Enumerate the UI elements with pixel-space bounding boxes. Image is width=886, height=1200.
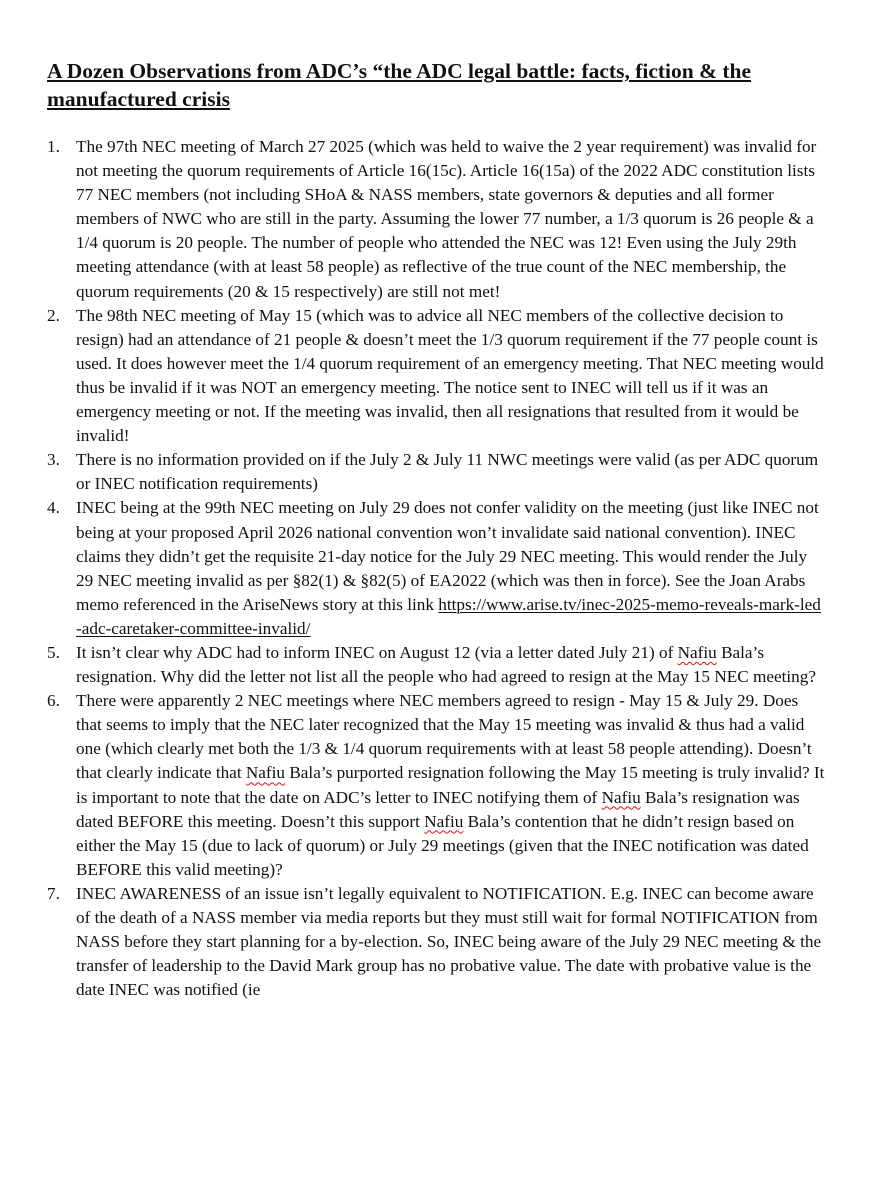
item-text: Bala’s resignation. Why did the letter not list all the people who had agreed to resign at the May 15 NEC meeting? [76,642,816,687]
item-text-wrapper [76,496,826,641]
item-text-wrapper [76,641,826,689]
list-item-1 [0,135,826,304]
item-text: The 98th NEC meeting of May 15 (which was to advice all NEC members of the collective decision to resign) had an attendance of 21 people & doesn’t meet the 1/3 quorum requirement if the 77 people count is used. It does however meet the 1/4 quorum requirement of an emergency meeting. That NEC meeting would thus be invalid if it was NOT an emergency meeting. The notice sent to INEC will tell us if it was an emergency meeting or not. If the meeting was invalid, then all resignations that resulted from it would be invalid! [76,305,824,446]
item-text: There is no information provided on if the July 2 & July 11 NWC meetings were valid (as per ADC quorum or INEC notification requirements) [76,450,819,494]
item-text: There were apparently 2 NEC meetings where NEC members agreed to resign - May 15 & July 29. Does that seems to imply that the NEC later recognized that the May 15 meeting was invalid & thus had a valid one (which clearly met both the 1/3 & 1/4 quorum requirements with at least 58 people attending). Doesn’t that clearly indicate that [76,691,812,783]
item-text-wrapper [76,689,826,882]
item-text: The 97th NEC meeting of March 27 2025 (which was held to waive the 2 year requirement) was invalid for not meeting the quorum requirements of Article 16(15c). Article 16(15a) of the 2022 ADC constitution lists 77 NEC members (not including SHoA & NASS members, state governors & deputies and all former members of NWC who are still in the party. Assuming the lower 77 number, a 1/3 quorum is 26 people & a 1/4 quorum is 20 people. The number of people who attended the NEC was 12! Even using the July 29th meeting attendance (with at least 58 people) as reflective of the true count of the NEC membership, the quorum requirements (20 & 15 respectively) are still not met! [76,137,817,301]
list-item-5 [0,641,826,689]
item-number: 3. [47,450,60,470]
item-text: INEC being at the 99th NEC meeting on July 29 does not confer validity on the meeting (just like INEC not being at your proposed April 2026 national convention won’t invalidate said national convention). INEC claims they didn’t get the requisite 21-day notice for the July 29 NEC meeting. This would render the July 29 NEC meeting invalid as per §82(1) & §82(5) of EA2022 (which was then in force). See the Joan Arabs memo referenced in the AriseNews story at this link [76,498,819,614]
item-number: 6. [47,691,60,711]
arise-news-link[interactable]: https://www.arise.tv/inec-2025-memo-reveals-mark-led-adc-caretaker-committee-invalid/ [76,594,821,638]
item-number: 5. [47,642,60,662]
item-text: It isn’t clear why ADC had to inform INEC on August 12 (via a letter dated July 21) of [76,642,678,662]
spellcheck-flagged-word: Nafiu [424,811,464,831]
observations-list [0,135,886,1002]
item-number: 7. [47,883,60,903]
item-text: Bala’s contention that he didn’t resign based on either the May 15 (due to lack of quorum) or July 29 meetings (given that the INEC notification was dated BEFORE this valid meeting)? [76,811,809,879]
item-text: INEC AWARENESS of an issue isn’t legally equivalent to NOTIFICATION. E.g. INEC can become aware of the death of a NASS member via media reports but they must still wait for formal NOTIFICATION from NASS before they start planning for a by-election. So, INEC being aware of the July 29 NEC meeting & the transfer of leadership to the David Mark group has no probative value. The date with probative value is the date INEC was notified (ie [76,883,822,1000]
item-number: 2. [47,305,60,325]
item-text: Bala’s purported resignation following the May 15 meeting is truly invalid? It is important to note that the date on ADC’s letter to INEC notifying them of [76,763,825,807]
item-number: 4. [47,498,60,518]
list-item-3 [0,448,826,496]
spellcheck-flagged-word: Nafiu [601,787,641,807]
item-text: Bala’s resignation was dated BEFORE this meeting. Doesn’t this support [76,787,800,831]
list-item-4 [0,496,826,641]
item-number: 1. [47,137,60,156]
page-title: A Dozen Observations from ADC’s “the ADC legal battle: facts, fiction & the manufactured crisis [47,59,752,111]
list-item-2 [0,304,826,449]
spellcheck-flagged-word: Nafiu [245,763,286,783]
list-item-6 [0,689,826,882]
spellcheck-flagged-word: Nafiu [677,642,717,662]
list-item-7 [0,882,826,1002]
